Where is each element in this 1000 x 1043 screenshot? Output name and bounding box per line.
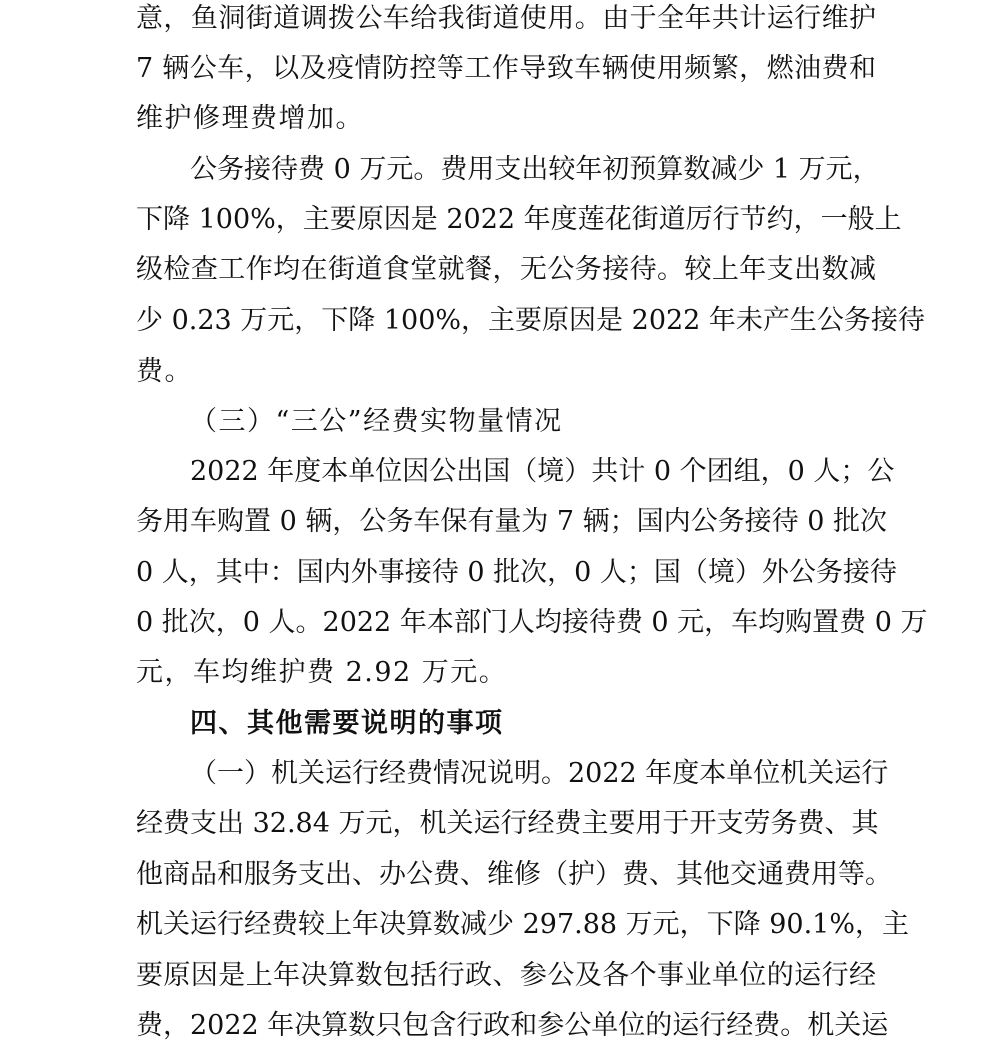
paragraph-line: 机关运行经费较上年决算数减少 297.88 万元，下降 90.1%，主: [136, 909, 909, 940]
paragraph-line: 7 辆公车，以及疫情防控等工作导致车辆使用频繁，燃油费和: [136, 53, 876, 84]
paragraph-line: 少 0.23 万元，下降 100%，主要原因是 2022 年未产生公务接待: [136, 305, 925, 336]
paragraph-line: 费，2022 年决算数只包含行政和参公单位的运行经费。机关运: [136, 1010, 889, 1041]
paragraph-line: 要原因是上年决算数包括行政、参公及各个事业单位的运行经: [136, 960, 876, 991]
paragraph-line: 他商品和服务支出、办公费、维修（护）费、其他交通费用等。: [136, 859, 892, 890]
paragraph-line: 级检查工作均在街道食堂就餐，无公务接待。较上年支出数减: [136, 254, 876, 285]
paragraph-line: 0 人，其中：国内外事接待 0 批次，0 人；国（境）外公务接待: [136, 557, 897, 588]
paragraph-line: 下降 100%，主要原因是 2022 年度莲花街道厉行节约，一般上: [136, 204, 902, 235]
paragraph-line: 费。: [136, 356, 193, 387]
paragraph-line: 元，车均维护费 2.92 万元。: [136, 657, 508, 688]
section-heading-4: 四、其他需要说明的事项: [190, 708, 504, 739]
paragraph-line: 0 批次，0 人。2022 年本部门人均接待费 0 元，车均购置费 0 万: [136, 607, 928, 638]
paragraph-line: 务用车购置 0 辆，公务车保有量为 7 辆；国内公务接待 0 批次: [136, 506, 888, 537]
paragraph-line: 公务接待费 0 万元。费用支出较年初预算数减少 1 万元，: [190, 154, 880, 185]
paragraph-line: 2022 年度本单位因公出国（境）共计 0 个团组，0 人；公: [190, 456, 895, 487]
paragraph-line: （一）机关运行经费情况说明。2022 年度本单位机关运行: [190, 758, 889, 789]
paragraph-line: 经费支出 32.84 万元，机关运行经费主要用于开支劳务费、其: [136, 808, 879, 839]
section-heading-3: （三）“三公”经费实物量情况: [190, 406, 563, 437]
paragraph-line: 意，鱼洞街道调拨公车给我街道使用。由于全年共计运行维护: [136, 3, 876, 34]
paragraph-line: 维护修理费增加。: [136, 103, 364, 134]
